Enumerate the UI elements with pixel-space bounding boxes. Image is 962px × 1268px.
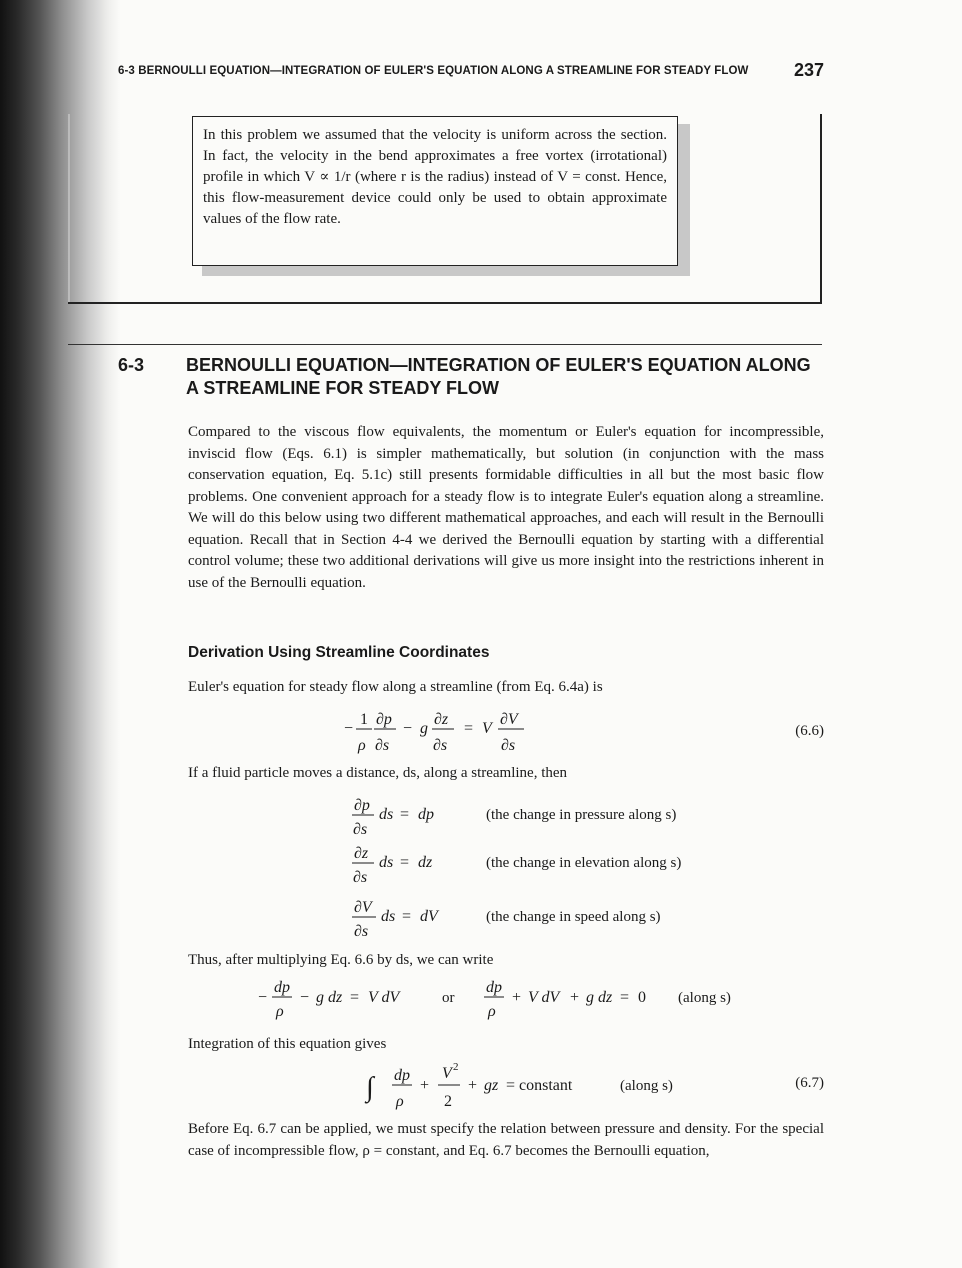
- svg-text:+: +: [512, 989, 522, 1006]
- svg-text:gz: gz: [484, 1077, 499, 1094]
- svg-text:dp: dp: [486, 979, 502, 996]
- svg-text:∂z: ∂z: [434, 711, 449, 728]
- particle-intro: If a fluid particle moves a distance, ds, along a streamline, then: [188, 765, 568, 781]
- note-pressure: (the change in pressure along s): [486, 807, 677, 823]
- equation-6-7-number: (6.7): [795, 1075, 824, 1091]
- svg-text:dp: dp: [274, 979, 290, 996]
- svg-text:ds: ds: [379, 806, 394, 823]
- svg-text:∂V: ∂V: [500, 711, 518, 728]
- equation-dz: [188, 840, 824, 888]
- equation-dp: [188, 792, 824, 838]
- along-s-67: (along s): [620, 1078, 673, 1094]
- running-head: [118, 60, 824, 82]
- equation-combined: [188, 976, 824, 1026]
- svg-text:g dz: g dz: [316, 989, 343, 1006]
- equation-6-7: [188, 1056, 824, 1116]
- section-rule: [68, 344, 822, 345]
- svg-text:dp: dp: [394, 1067, 410, 1084]
- thus-paragraph: Thus, after multiplying Eq. 6.6 by ds, we can write: [188, 952, 494, 968]
- svg-text:∂s: ∂s: [375, 737, 390, 754]
- integration-paragraph: Integration of this equation gives: [188, 1036, 387, 1052]
- svg-text:ρ: ρ: [488, 1003, 496, 1020]
- svg-text:−: −: [258, 989, 268, 1006]
- or-word: or: [442, 990, 455, 1006]
- section-number: 6-3: [118, 355, 145, 375]
- svg-text:∂s: ∂s: [353, 869, 368, 886]
- section-title: BERNOULLI EQUATION—INTEGRATION OF EULER'S EQUATION ALONG A STREAMLINE FOR STEADY FLOW: [186, 355, 811, 398]
- svg-text:∂s: ∂s: [354, 923, 369, 940]
- intro-paragraph: Compared to the viscous flow equivalents, the momentum or Euler's equation for incompressible, inviscid flow (Eqs. 6.1) is simpler mathematically, but solution (in conjunction with the mass conservation equation, Eq. 5.1c) still presents formidable difficulties in all but the most basic flow problems. One convenient approach for a steady flow is to integrate Euler's equation along a streamline. We will do this below using two different mathematical approaches, and each will result in the Bernoulli equation. Recall that in Section 4-4 we derived the Bernoulli equation by starting with a differential control volume; these two additional derivations will give us more insight into the restrictions inherent in use of the Bernoulli equation.: [188, 424, 824, 591]
- svg-text:ds: ds: [379, 854, 394, 871]
- svg-text:∂s: ∂s: [353, 821, 368, 838]
- svg-text:ρ: ρ: [358, 737, 366, 754]
- svg-text:2: 2: [453, 1061, 459, 1073]
- svg-text:V dV: V dV: [528, 989, 560, 1006]
- euler-intro: Euler's equation for steady flow along a streamline (from Eq. 6.4a) is: [188, 679, 603, 695]
- page-number: 237: [793, 60, 824, 80]
- svg-text:+: +: [570, 989, 580, 1006]
- svg-text:ρ: ρ: [396, 1093, 404, 1110]
- svg-text:∂z: ∂z: [354, 845, 369, 862]
- svg-text:ρ: ρ: [276, 1003, 284, 1020]
- svg-text:dV: dV: [420, 908, 438, 925]
- svg-text:1: 1: [360, 711, 368, 728]
- equation-dV: [188, 894, 824, 942]
- svg-text:∂p: ∂p: [354, 797, 370, 814]
- svg-text:=: =: [400, 854, 410, 871]
- note-elevation: (the change in elevation along s): [486, 855, 682, 871]
- svg-text:∂s: ∂s: [433, 737, 448, 754]
- svg-text:=: =: [464, 720, 474, 737]
- before-paragraph: Before Eq. 6.7 can be applied, we must specify the relation between pressure and density. For the special case of incompressible flow, ρ = constant, and Eq. 6.7 becomes the Bernoulli equation,: [188, 1121, 824, 1159]
- running-head-title: 6-3 BERNOULLI EQUATION—INTEGRATION OF EULER'S EQUATION ALONG A STREAMLINE FOR STEADY FLOW: [118, 65, 749, 77]
- svg-text:=: =: [620, 989, 630, 1006]
- subheading: Derivation Using Streamline Coordinates: [188, 644, 490, 661]
- svg-text:+: +: [468, 1077, 478, 1094]
- along-s-combined: (along s): [678, 990, 731, 1006]
- svg-text:0: 0: [638, 989, 646, 1006]
- svg-text:dz: dz: [418, 854, 433, 871]
- constant-word: = constant: [506, 1077, 573, 1094]
- svg-text:−: −: [403, 720, 413, 737]
- svg-text:=: =: [400, 806, 410, 823]
- svg-text:−: −: [300, 989, 310, 1006]
- equation-6-6: [188, 706, 824, 756]
- svg-text:=: =: [402, 908, 412, 925]
- equation-6-6-number: (6.6): [795, 723, 824, 739]
- svg-text:V dV: V dV: [368, 989, 400, 1006]
- svg-text:∫: ∫: [366, 1072, 374, 1103]
- svg-text:2: 2: [444, 1093, 452, 1110]
- note-box: [192, 116, 678, 266]
- svg-text:∂V: ∂V: [354, 899, 372, 916]
- svg-text:V: V: [482, 720, 492, 737]
- svg-text:g dz: g dz: [586, 989, 613, 1006]
- svg-text:∂p: ∂p: [376, 711, 392, 728]
- svg-text:+: +: [420, 1077, 430, 1094]
- svg-text:V: V: [442, 1065, 452, 1082]
- svg-text:∂s: ∂s: [501, 737, 516, 754]
- svg-text:g: g: [420, 720, 428, 737]
- note-speed: (the change in speed along s): [486, 909, 661, 925]
- svg-text:ds: ds: [381, 908, 396, 925]
- svg-text:−: −: [344, 720, 354, 737]
- svg-text:=: =: [350, 989, 360, 1006]
- svg-text:dp: dp: [418, 806, 434, 823]
- note-text: In this problem we assumed that the velocity is uniform across the section. In fact, the velocity in the bend approximates a free vortex (irrotational) profile in which V ∝ 1/r (where r is the radius) instead of V = const. Hence, this flow-measurement device could only be used to obtain approximate values of the flow rate.: [203, 127, 667, 227]
